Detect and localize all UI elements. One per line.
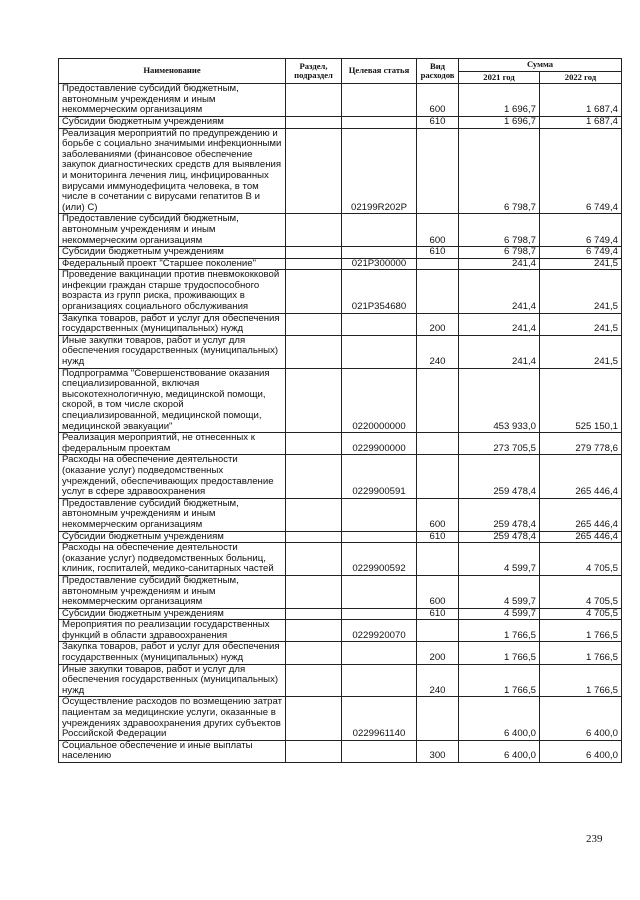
cell-2021: 6 400,0 xyxy=(459,740,540,762)
table-row xyxy=(59,664,622,697)
cell-name: Иные закупки товаров, работ и услуг для обеспечения государственных (муниципальных) нужд xyxy=(59,664,286,697)
budget-table xyxy=(58,58,622,763)
cell-type: 610 xyxy=(417,116,459,128)
table-row xyxy=(59,313,622,335)
cell-type xyxy=(417,543,459,576)
cell-type xyxy=(417,433,459,455)
cell-type xyxy=(417,697,459,740)
cell-2021: 259 478,4 xyxy=(459,498,540,531)
cell-type: 610 xyxy=(417,608,459,620)
cell-name: Социальное обеспечение и иные выплаты населению xyxy=(59,740,286,762)
table-row xyxy=(59,335,622,368)
cell-2021: 241,4 xyxy=(459,270,540,313)
cell-target xyxy=(342,608,417,620)
cell-2022: 265 446,4 xyxy=(540,531,622,543)
cell-target xyxy=(342,575,417,608)
cell-2022: 1 687,4 xyxy=(540,116,622,128)
cell-type: 610 xyxy=(417,531,459,543)
cell-2022: 241,5 xyxy=(540,335,622,368)
cell-2022: 525 150,1 xyxy=(540,368,622,433)
cell-section xyxy=(286,128,342,214)
cell-section xyxy=(286,368,342,433)
table-row xyxy=(59,368,622,433)
table-row xyxy=(59,608,622,620)
header-sum: Сумма xyxy=(459,59,622,72)
table-row xyxy=(59,84,622,117)
table-row xyxy=(59,697,622,740)
header-2022: 2022 год xyxy=(540,71,622,84)
cell-target xyxy=(342,498,417,531)
cell-name: Закупка товаров, работ и услуг для обеспечения государственных (муниципальных) нужд xyxy=(59,313,286,335)
cell-section xyxy=(286,697,342,740)
cell-target xyxy=(342,116,417,128)
table-row xyxy=(59,116,622,128)
cell-target: 021P300000 xyxy=(342,258,417,270)
table-row xyxy=(59,214,622,247)
cell-section xyxy=(286,531,342,543)
cell-target: 0229961140 xyxy=(342,697,417,740)
cell-name: Федеральный проект "Старшее поколение" xyxy=(59,258,286,270)
cell-type: 600 xyxy=(417,84,459,117)
cell-section xyxy=(286,620,342,642)
cell-2022: 1 766,5 xyxy=(540,664,622,697)
cell-2021: 259 478,4 xyxy=(459,455,540,498)
cell-2021: 4 599,7 xyxy=(459,543,540,576)
table-row xyxy=(59,455,622,498)
table-row xyxy=(59,740,622,762)
cell-2022: 6 400,0 xyxy=(540,697,622,740)
cell-section xyxy=(286,335,342,368)
cell-target: 02199R202P xyxy=(342,128,417,214)
cell-section xyxy=(286,313,342,335)
cell-target: 0229920070 xyxy=(342,620,417,642)
cell-target xyxy=(342,642,417,664)
cell-section xyxy=(286,575,342,608)
cell-section xyxy=(286,642,342,664)
cell-2021: 6 798,7 xyxy=(459,128,540,214)
cell-name: Расходы на обеспечение деятельности (оказание услуг) подведомственных больниц, клиник, госпиталей, медико-санитарных частей xyxy=(59,543,286,576)
cell-name: Реализация мероприятий по предупреждению и борьбе с социально значимыми инфекционными заболеваниями (финансовое обеспечение закупок диагностических средств для выявления и мониторинга лечения лиц, инфицированных вирусами иммунодефицита человека, в том числе в сочетании с вирусами гепатитов В и (или) С) xyxy=(59,128,286,214)
table-row xyxy=(59,433,622,455)
cell-type xyxy=(417,128,459,214)
cell-type: 600 xyxy=(417,575,459,608)
cell-type: 600 xyxy=(417,214,459,247)
cell-type: 600 xyxy=(417,498,459,531)
cell-type xyxy=(417,258,459,270)
cell-2021: 6 798,7 xyxy=(459,214,540,247)
header-name: Наименование xyxy=(59,59,286,84)
cell-type xyxy=(417,270,459,313)
table-row xyxy=(59,531,622,543)
cell-2021: 6 798,7 xyxy=(459,247,540,259)
page-number: 239 xyxy=(586,833,603,845)
cell-2021: 1 766,5 xyxy=(459,620,540,642)
header-section: Раздел, подраздел xyxy=(286,59,342,84)
cell-2022: 6 749,4 xyxy=(540,128,622,214)
cell-target: 0220000000 xyxy=(342,368,417,433)
table-header xyxy=(59,59,622,84)
cell-2022: 241,5 xyxy=(540,258,622,270)
table-row xyxy=(59,247,622,259)
cell-2022: 4 705,5 xyxy=(540,543,622,576)
cell-2021: 273 705,5 xyxy=(459,433,540,455)
cell-2021: 4 599,7 xyxy=(459,575,540,608)
table-row xyxy=(59,498,622,531)
cell-target xyxy=(342,247,417,259)
cell-2021: 453 933,0 xyxy=(459,368,540,433)
cell-target xyxy=(342,335,417,368)
cell-type: 240 xyxy=(417,335,459,368)
cell-2022: 6 749,4 xyxy=(540,214,622,247)
cell-name: Предоставление субсидий бюджетным, автономным учреждениям и иным некоммерческим организациям xyxy=(59,84,286,117)
cell-section xyxy=(286,455,342,498)
cell-target: 021P354680 xyxy=(342,270,417,313)
cell-name: Реализация мероприятий, не отнесенных к федеральным проектам xyxy=(59,433,286,455)
cell-2021: 1 696,7 xyxy=(459,84,540,117)
cell-2021: 1 696,7 xyxy=(459,116,540,128)
cell-section xyxy=(286,740,342,762)
cell-name: Субсидии бюджетным учреждениям xyxy=(59,247,286,259)
cell-2022: 4 705,5 xyxy=(540,575,622,608)
cell-section xyxy=(286,270,342,313)
cell-name: Субсидии бюджетным учреждениям xyxy=(59,608,286,620)
cell-type xyxy=(417,368,459,433)
cell-name: Расходы на обеспечение деятельности (оказание услуг) подведомственных учреждений, обеспечивающих предоставление услуг в сфере здравоохранения xyxy=(59,455,286,498)
cell-2022: 1 766,5 xyxy=(540,620,622,642)
cell-2022: 1 766,5 xyxy=(540,642,622,664)
cell-2021: 1 766,5 xyxy=(459,642,540,664)
table-row xyxy=(59,270,622,313)
table-row xyxy=(59,543,622,576)
cell-target xyxy=(342,740,417,762)
cell-2021: 4 599,7 xyxy=(459,608,540,620)
cell-section xyxy=(286,258,342,270)
cell-2022: 279 778,6 xyxy=(540,433,622,455)
cell-target xyxy=(342,531,417,543)
cell-name: Иные закупки товаров, работ и услуг для обеспечения государственных (муниципальных) нужд xyxy=(59,335,286,368)
cell-target xyxy=(342,664,417,697)
cell-name: Проведение вакцинации против пневмококковой инфекции граждан старше трудоспособного возраста из групп риска, проживающих в организациях социального обслуживания xyxy=(59,270,286,313)
cell-2022: 1 687,4 xyxy=(540,84,622,117)
table-row xyxy=(59,642,622,664)
cell-2021: 241,4 xyxy=(459,335,540,368)
cell-2022: 265 446,4 xyxy=(540,498,622,531)
header-type: Вид расходов xyxy=(417,59,459,84)
cell-target: 0229900592 xyxy=(342,543,417,576)
cell-2022: 4 705,5 xyxy=(540,608,622,620)
cell-section xyxy=(286,214,342,247)
cell-name: Субсидии бюджетным учреждениям xyxy=(59,531,286,543)
cell-type: 240 xyxy=(417,664,459,697)
cell-section xyxy=(286,664,342,697)
cell-2021: 259 478,4 xyxy=(459,531,540,543)
cell-name: Мероприятия по реализации государственных функций в области здравоохранения xyxy=(59,620,286,642)
cell-section xyxy=(286,608,342,620)
cell-section xyxy=(286,498,342,531)
cell-target: 0229900000 xyxy=(342,433,417,455)
cell-section xyxy=(286,543,342,576)
cell-name: Осуществление расходов по возмещению затрат пациентам за медицинские услуги, оказанные в учреждениях здравоохранения других субъектов Российской Федерации xyxy=(59,697,286,740)
cell-type: 610 xyxy=(417,247,459,259)
cell-2021: 241,4 xyxy=(459,258,540,270)
cell-name: Субсидии бюджетным учреждениям xyxy=(59,116,286,128)
cell-target xyxy=(342,214,417,247)
header-target: Целевая статья xyxy=(342,59,417,84)
cell-2022: 6 400,0 xyxy=(540,740,622,762)
table-row xyxy=(59,575,622,608)
cell-section xyxy=(286,84,342,117)
cell-2022: 6 749,4 xyxy=(540,247,622,259)
cell-target xyxy=(342,313,417,335)
cell-2021: 1 766,5 xyxy=(459,664,540,697)
cell-2022: 241,5 xyxy=(540,270,622,313)
cell-target: 0229900591 xyxy=(342,455,417,498)
cell-2022: 265 446,4 xyxy=(540,455,622,498)
cell-type: 300 xyxy=(417,740,459,762)
table-row xyxy=(59,620,622,642)
cell-name: Предоставление субсидий бюджетным, автономным учреждениям и иным некоммерческим организациям xyxy=(59,575,286,608)
cell-name: Закупка товаров, работ и услуг для обеспечения государственных (муниципальных) нужд xyxy=(59,642,286,664)
cell-section xyxy=(286,247,342,259)
cell-2021: 6 400,0 xyxy=(459,697,540,740)
cell-2021: 241,4 xyxy=(459,313,540,335)
cell-type: 200 xyxy=(417,642,459,664)
cell-type: 200 xyxy=(417,313,459,335)
header-2021: 2021 год xyxy=(459,71,540,84)
table-row xyxy=(59,258,622,270)
cell-2022: 241,5 xyxy=(540,313,622,335)
cell-section xyxy=(286,433,342,455)
cell-name: Подпрограмма "Совершенствование оказания специализированной, включая высокотехнологичную, медицинской помощи, скорой, в том числе скорой специализированной, медицинской помощи, медицинской эвакуации" xyxy=(59,368,286,433)
cell-target xyxy=(342,84,417,117)
cell-name: Предоставление субсидий бюджетным, автономным учреждениям и иным некоммерческим организациям xyxy=(59,214,286,247)
cell-name: Предоставление субсидий бюджетным, автономным учреждениям и иным некоммерческим организациям xyxy=(59,498,286,531)
table-row xyxy=(59,128,622,214)
table-body xyxy=(59,84,622,763)
cell-type xyxy=(417,620,459,642)
cell-type xyxy=(417,455,459,498)
cell-section xyxy=(286,116,342,128)
